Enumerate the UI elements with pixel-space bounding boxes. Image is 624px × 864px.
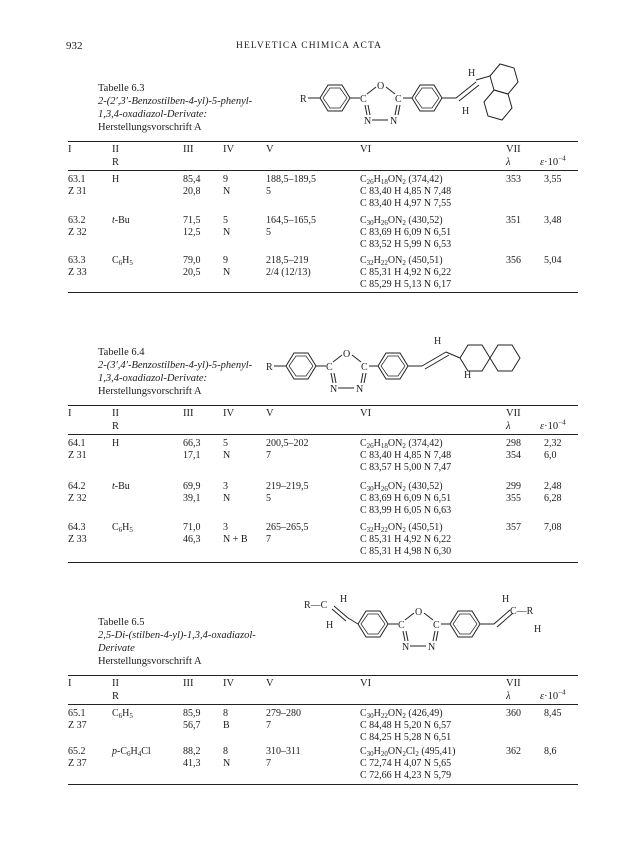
lambda-max-line: 355 bbox=[506, 493, 521, 504]
melting-point-line: 7 bbox=[266, 450, 271, 461]
benzene-inner bbox=[323, 88, 347, 108]
rule-header bbox=[68, 704, 578, 705]
melting-point bbox=[266, 746, 301, 770]
yield bbox=[183, 746, 201, 770]
col-header-ii-label: II bbox=[112, 408, 119, 419]
lambda-max-line: 351 bbox=[506, 215, 521, 226]
vinyl-bond bbox=[494, 610, 510, 624]
epsilon bbox=[544, 481, 562, 505]
formula-analysis bbox=[360, 522, 451, 558]
lambda-max-line: 357 bbox=[506, 522, 521, 533]
melting-point-line: 188,5–189,5 bbox=[266, 174, 316, 185]
yield-line: 20,5 bbox=[183, 267, 201, 278]
epsilon-line: 8,6 bbox=[544, 746, 557, 757]
lambda-max bbox=[506, 522, 521, 534]
table-method: Herstellungsvorschrift A bbox=[98, 386, 202, 397]
lambda-max bbox=[506, 481, 521, 505]
yield-line: 69,9 bbox=[183, 481, 201, 492]
formula-analysis-line: C 85,29 H 5,13 N 6,17 bbox=[360, 279, 452, 290]
rule-bottom bbox=[68, 784, 578, 785]
rule-header bbox=[68, 434, 578, 435]
atom-n: N bbox=[402, 642, 410, 653]
melting-point bbox=[266, 708, 301, 732]
melting-point-line: 164,5–165,5 bbox=[266, 215, 316, 226]
solvent-line: 3 bbox=[223, 481, 228, 492]
melting-point-line: 310–311 bbox=[266, 746, 301, 757]
label-r: R bbox=[266, 362, 273, 373]
formula-analysis-line: C 84,48 H 5,20 N 6,57 bbox=[360, 720, 452, 731]
yield-line: 85,4 bbox=[183, 174, 201, 185]
solvent bbox=[223, 174, 230, 198]
yield bbox=[183, 174, 201, 198]
yield-line: 66,3 bbox=[183, 438, 201, 449]
formula-analysis bbox=[360, 255, 451, 291]
formula-analysis-line: $C_{26}H_{18}ON_2$ (374,42) bbox=[360, 438, 443, 450]
compound-id-line: 64.2 bbox=[68, 481, 86, 492]
col-header-iv: IV bbox=[223, 678, 235, 689]
formula-analysis bbox=[360, 746, 455, 782]
col-header-epsilon: $\varepsilon\cdot 10^{-4}$ bbox=[540, 688, 566, 702]
col-header-ii-label: II bbox=[112, 678, 119, 689]
yield-line: 56,7 bbox=[183, 720, 201, 731]
melting-point bbox=[266, 522, 309, 546]
rule-header bbox=[68, 170, 578, 171]
formula-analysis-line: C 83,99 H 6,05 N 6,63 bbox=[360, 505, 452, 516]
col-header-i: I bbox=[68, 408, 72, 419]
solvent-line: 5 bbox=[223, 438, 228, 449]
formula-analysis-line: $C_{30}H_{26}ON_2$ (430,52) bbox=[360, 481, 443, 493]
structure-diagram-6-4 bbox=[266, 334, 566, 414]
journal-title: HELVETICA CHIMICA ACTA bbox=[236, 41, 383, 51]
epsilon-line: 3,55 bbox=[544, 174, 562, 185]
atom-h: H bbox=[502, 594, 510, 605]
col-header-vii-label: VII bbox=[506, 408, 521, 419]
formula-analysis-line: C 84,25 H 5,28 N 6,51 bbox=[360, 732, 452, 743]
solvent-line: 9 bbox=[223, 255, 228, 266]
benzene-ring bbox=[358, 611, 388, 637]
solvent-line: N bbox=[223, 450, 231, 461]
table-subtitle-line-1: 2,5-Di-(stilben-4-yl)-1,3,4-oxadiazol- bbox=[98, 630, 256, 641]
formula-analysis-line: $C_{30}H_{26}ON_2$ (430,52) bbox=[360, 215, 443, 227]
table-6-3 bbox=[68, 68, 578, 294]
lambda-max-line: 354 bbox=[506, 450, 521, 461]
col-header-vii bbox=[506, 143, 521, 169]
compound-id bbox=[68, 746, 87, 770]
label-r-c: R—C bbox=[304, 600, 328, 611]
table-title bbox=[98, 346, 252, 398]
yield bbox=[183, 522, 201, 546]
substituent-r bbox=[112, 438, 119, 450]
solvent-line: 3 bbox=[223, 522, 228, 533]
substituent-r bbox=[112, 708, 133, 720]
epsilon-line: 5,04 bbox=[544, 255, 562, 266]
melting-point-line: 279–280 bbox=[266, 708, 301, 719]
col-header-v: V bbox=[266, 678, 274, 689]
epsilon bbox=[544, 522, 562, 534]
col-header-ii bbox=[112, 677, 119, 703]
page-number: 932 bbox=[66, 40, 83, 52]
col-header-ii-label: II bbox=[112, 144, 119, 155]
col-header-lambda: λ bbox=[506, 157, 511, 168]
naphthalene-ring bbox=[490, 64, 518, 94]
formula-analysis bbox=[360, 174, 451, 210]
melting-point-line: 5 bbox=[266, 186, 271, 197]
atom-c: C bbox=[433, 620, 440, 631]
atom-c: C bbox=[395, 94, 402, 105]
solvent bbox=[223, 215, 230, 239]
lambda-max bbox=[506, 255, 521, 267]
table-number: Tabelle 6.4 bbox=[98, 347, 145, 358]
rule-top bbox=[68, 675, 578, 676]
atom-c: C bbox=[361, 362, 368, 373]
compound-id bbox=[68, 438, 87, 462]
compound-id-line: Z 37 bbox=[68, 758, 87, 769]
yield-line: 71,0 bbox=[183, 522, 201, 533]
atom-h: H bbox=[434, 336, 442, 347]
formula-analysis-line: C 83,40 H 4,97 N 7,55 bbox=[360, 198, 452, 209]
melting-point bbox=[266, 174, 316, 198]
atom-n: N bbox=[364, 116, 372, 127]
substituent-r bbox=[112, 255, 133, 267]
benzene-ring bbox=[412, 85, 442, 111]
table-title bbox=[98, 82, 252, 134]
melting-point bbox=[266, 481, 309, 505]
melting-point-line: 219–219,5 bbox=[266, 481, 309, 492]
atom-c: C bbox=[398, 620, 405, 631]
epsilon-line: 7,08 bbox=[544, 522, 562, 533]
atom-n: N bbox=[428, 642, 436, 653]
table-subtitle-line-2: 1,3,4-oxadiazol-Derivate: bbox=[98, 109, 208, 120]
atom-h: H bbox=[462, 106, 470, 117]
solvent-line: N bbox=[223, 267, 231, 278]
epsilon-line: 8,45 bbox=[544, 708, 562, 719]
table-method: Herstellungsvorschrift A bbox=[98, 122, 202, 133]
substituent-r-line: $p-C_6H_4Cl$ bbox=[112, 746, 151, 758]
lambda-max bbox=[506, 746, 521, 758]
substituent-r bbox=[112, 746, 151, 758]
compound-id bbox=[68, 215, 87, 239]
epsilon bbox=[544, 708, 562, 720]
col-header-lambda: λ bbox=[506, 691, 511, 702]
table-method: Herstellungsvorschrift A bbox=[98, 656, 202, 667]
solvent bbox=[223, 708, 230, 732]
epsilon-line: 6,0 bbox=[544, 450, 557, 461]
melting-point bbox=[266, 438, 309, 462]
table-number: Tabelle 6.3 bbox=[98, 83, 145, 94]
melting-point-line: 5 bbox=[266, 227, 271, 238]
col-header-v: V bbox=[266, 408, 274, 419]
lambda-max bbox=[506, 174, 521, 186]
yield-line: 12,5 bbox=[183, 227, 201, 238]
formula-analysis-line: $C_{32}H_{22}ON_2$ (450,51) bbox=[360, 255, 443, 267]
compound-id-line: Z 33 bbox=[68, 534, 87, 545]
substituent-r-line: $C_6H_5$ bbox=[112, 255, 133, 267]
compound-id-line: Z 37 bbox=[68, 720, 87, 731]
solvent-line: 8 bbox=[223, 708, 228, 719]
formula-analysis-line: C 85,31 H 4,92 N 6,22 bbox=[360, 534, 452, 545]
melting-point-line: 7 bbox=[266, 534, 271, 545]
melting-point-line: 265–265,5 bbox=[266, 522, 309, 533]
formula-analysis-line: C 83,52 H 5,99 N 6,53 bbox=[360, 239, 452, 250]
formula-analysis-line: C 83,57 H 5,00 N 7,47 bbox=[360, 462, 452, 473]
table-subtitle-line-1: 2-(2′,3′-Benzostilben-4-yl)-5-phenyl- bbox=[98, 96, 253, 107]
col-header-epsilon: $\varepsilon\cdot 10^{-4}$ bbox=[540, 154, 566, 168]
label-r: R bbox=[300, 94, 307, 105]
table-6-4 bbox=[68, 336, 578, 566]
compound-id bbox=[68, 481, 87, 505]
epsilon-line: 6,28 bbox=[544, 493, 562, 504]
formula-analysis-line: C 72,66 H 4,23 N 5,79 bbox=[360, 770, 452, 781]
lambda-max-line: 299 bbox=[506, 481, 521, 492]
epsilon-line: 2,48 bbox=[544, 481, 562, 492]
lambda-max-line: 356 bbox=[506, 255, 521, 266]
naphthalene-ring bbox=[460, 345, 490, 371]
solvent-line: N + B bbox=[223, 534, 248, 545]
formula-analysis-line: C 83,40 H 4,85 N 7,48 bbox=[360, 186, 452, 197]
substituent-r-line: t-Bu bbox=[112, 215, 130, 226]
col-header-vi: VI bbox=[360, 678, 372, 689]
atom-n: N bbox=[330, 384, 338, 395]
yield-line: 88,2 bbox=[183, 746, 201, 757]
solvent-line: 9 bbox=[223, 174, 228, 185]
solvent bbox=[223, 522, 248, 546]
rule-top bbox=[68, 405, 578, 406]
substituent-r bbox=[112, 174, 119, 186]
melting-point bbox=[266, 255, 311, 279]
table-6-5 bbox=[68, 594, 578, 786]
col-header-iii: III bbox=[183, 678, 194, 689]
solvent-line: N bbox=[223, 758, 231, 769]
table-title bbox=[98, 616, 256, 668]
formula-analysis-line: $C_{32}H_{22}ON_2$ (450,51) bbox=[360, 522, 443, 534]
compound-id-line: Z 31 bbox=[68, 186, 87, 197]
formula-analysis-line: $C_{30}H_{20}ON_2Cl_2$ (495,41) bbox=[360, 746, 456, 758]
compound-id-line: 64.1 bbox=[68, 438, 86, 449]
compound-id-line: 63.1 bbox=[68, 174, 86, 185]
solvent-line: N bbox=[223, 493, 231, 504]
col-header-iv: IV bbox=[223, 408, 235, 419]
lambda-max-line: 298 bbox=[506, 438, 521, 449]
col-header-iii: III bbox=[183, 144, 194, 155]
atom-n: N bbox=[356, 384, 364, 395]
formula-analysis-line: C 83,69 H 6,09 N 6,51 bbox=[360, 493, 452, 504]
substituent-r-line: H bbox=[112, 438, 120, 449]
structure-diagram-6-5 bbox=[304, 592, 584, 672]
page-header bbox=[66, 40, 576, 56]
compound-id-line: Z 31 bbox=[68, 450, 87, 461]
compound-id bbox=[68, 708, 87, 732]
epsilon bbox=[544, 215, 562, 227]
table-subtitle-line-2: 1,3,4-oxadiazol-Derivate: bbox=[98, 373, 208, 384]
formula-analysis bbox=[360, 438, 451, 474]
compound-id bbox=[68, 255, 87, 279]
formula-analysis-line: C 83,69 H 6,09 N 6,51 bbox=[360, 227, 452, 238]
compound-id-line: 65.2 bbox=[68, 746, 86, 757]
compound-id-line: 65.1 bbox=[68, 708, 86, 719]
formula-analysis-line: $C_{30}H_{22}ON_2$ (426,49) bbox=[360, 708, 443, 720]
atom-o: O bbox=[415, 607, 423, 618]
formula-analysis-line: C 85,31 H 4,98 N 6,30 bbox=[360, 546, 452, 557]
solvent-line: N bbox=[223, 227, 231, 238]
col-header-i: I bbox=[68, 678, 72, 689]
formula-analysis bbox=[360, 481, 451, 517]
col-header-r: R bbox=[112, 691, 120, 702]
col-header-vii bbox=[506, 677, 521, 703]
yield-line: 46,3 bbox=[183, 534, 201, 545]
lambda-max-line: 353 bbox=[506, 174, 521, 185]
substituent-r bbox=[112, 481, 130, 493]
col-header-vi: VI bbox=[360, 144, 372, 155]
substituent-r-line: H bbox=[112, 174, 120, 185]
yield-line: 41,3 bbox=[183, 758, 201, 769]
col-header-vi: VI bbox=[360, 408, 372, 419]
compound-id-line: 63.3 bbox=[68, 255, 86, 266]
yield-line: 39,1 bbox=[183, 493, 201, 504]
rule-top bbox=[68, 141, 578, 142]
substituent-r-line: $C_6H_5$ bbox=[112, 708, 133, 720]
compound-id-line: 64.3 bbox=[68, 522, 86, 533]
col-header-ii bbox=[112, 143, 119, 169]
yield bbox=[183, 255, 201, 279]
yield bbox=[183, 708, 201, 732]
atom-h: H bbox=[340, 594, 348, 605]
yield bbox=[183, 438, 201, 462]
substituent-r bbox=[112, 215, 130, 227]
solvent-line: 8 bbox=[223, 746, 228, 757]
yield bbox=[183, 481, 201, 505]
atom-c: C bbox=[360, 94, 367, 105]
atom-h: H bbox=[534, 624, 542, 635]
yield-line: 17,1 bbox=[183, 450, 201, 461]
label-c-r: C—R bbox=[510, 606, 534, 617]
epsilon bbox=[544, 255, 562, 267]
table-subtitle-line-1: 2-(3′,4′-Benzostilben-4-yl)-5-phenyl- bbox=[98, 360, 253, 371]
compound-id bbox=[68, 174, 87, 198]
substituent-r-line: t-Bu bbox=[112, 481, 130, 492]
atom-n: N bbox=[390, 116, 398, 127]
col-header-lambda: λ bbox=[506, 421, 511, 432]
formula-analysis-line: C 72,74 H 4,07 N 5,65 bbox=[360, 758, 452, 769]
epsilon bbox=[544, 174, 562, 186]
table-number: Tabelle 6.5 bbox=[98, 617, 145, 628]
epsilon bbox=[544, 438, 562, 462]
compound-id-line: 63.2 bbox=[68, 215, 86, 226]
lambda-max-line: 362 bbox=[506, 746, 521, 757]
yield-line: 20,8 bbox=[183, 186, 201, 197]
melting-point-line: 5 bbox=[266, 493, 271, 504]
epsilon-line: 3,48 bbox=[544, 215, 562, 226]
substituent-r bbox=[112, 522, 133, 534]
lambda-max bbox=[506, 708, 521, 720]
col-header-iv: IV bbox=[223, 144, 235, 155]
lambda-max bbox=[506, 215, 521, 227]
compound-id-line: Z 32 bbox=[68, 493, 87, 504]
melting-point-line: 200,5–202 bbox=[266, 438, 309, 449]
col-header-vii-label: VII bbox=[506, 678, 521, 689]
structure-diagram-6-3 bbox=[300, 66, 580, 146]
col-header-ii bbox=[112, 407, 119, 433]
col-header-iii: III bbox=[183, 408, 194, 419]
atom-c: C bbox=[326, 362, 333, 373]
table-subtitle-line-2: Derivate bbox=[98, 643, 135, 654]
solvent-line: 5 bbox=[223, 215, 228, 226]
compound-id-line: Z 32 bbox=[68, 227, 87, 238]
benzene-ring bbox=[450, 611, 480, 637]
lambda-max bbox=[506, 438, 521, 462]
atom-h: H bbox=[464, 370, 472, 381]
melting-point-line: 218,5–219 bbox=[266, 255, 309, 266]
col-header-r: R bbox=[112, 157, 120, 168]
epsilon-line: 2,32 bbox=[544, 438, 562, 449]
atom-o: O bbox=[377, 81, 385, 92]
solvent bbox=[223, 438, 230, 462]
yield-line: 71,5 bbox=[183, 215, 201, 226]
solvent-line: N bbox=[223, 186, 231, 197]
melting-point-line: 7 bbox=[266, 720, 271, 731]
melting-point-line: 7 bbox=[266, 758, 271, 769]
rule-bottom bbox=[68, 562, 578, 563]
substituent-r-line: $C_6H_5$ bbox=[112, 522, 133, 534]
formula-analysis-line: C 83,40 H 4,85 N 7,48 bbox=[360, 450, 452, 461]
solvent bbox=[223, 255, 230, 279]
col-header-epsilon: $\varepsilon\cdot 10^{-4}$ bbox=[540, 418, 566, 432]
solvent bbox=[223, 746, 230, 770]
rule-bottom bbox=[68, 292, 578, 293]
col-header-vii-label: VII bbox=[506, 144, 521, 155]
yield-line: 79,0 bbox=[183, 255, 201, 266]
atom-o: O bbox=[343, 349, 351, 360]
col-header-r: R bbox=[112, 421, 120, 432]
compound-id-line: Z 33 bbox=[68, 267, 87, 278]
formula-analysis bbox=[360, 215, 451, 251]
solvent bbox=[223, 481, 230, 505]
benzene-ring bbox=[286, 353, 316, 379]
yield bbox=[183, 215, 201, 239]
formula-analysis bbox=[360, 708, 451, 744]
col-header-v: V bbox=[266, 144, 274, 155]
atom-h: H bbox=[468, 68, 476, 79]
melting-point-line: 2/4 (12/13) bbox=[266, 267, 311, 278]
col-header-i: I bbox=[68, 144, 72, 155]
col-header-vii bbox=[506, 407, 521, 433]
benzene-ring bbox=[320, 85, 350, 111]
yield-line: 85,9 bbox=[183, 708, 201, 719]
formula-analysis-line: C 85,31 H 4,92 N 6,22 bbox=[360, 267, 452, 278]
compound-id bbox=[68, 522, 87, 546]
solvent-line: B bbox=[223, 720, 230, 731]
lambda-max-line: 360 bbox=[506, 708, 521, 719]
epsilon bbox=[544, 746, 557, 758]
atom-h: H bbox=[326, 620, 334, 631]
benzene-ring bbox=[378, 353, 408, 379]
formula-analysis-line: $C_{26}H_{18}ON_2$ (374,42) bbox=[360, 174, 443, 186]
melting-point bbox=[266, 215, 316, 239]
